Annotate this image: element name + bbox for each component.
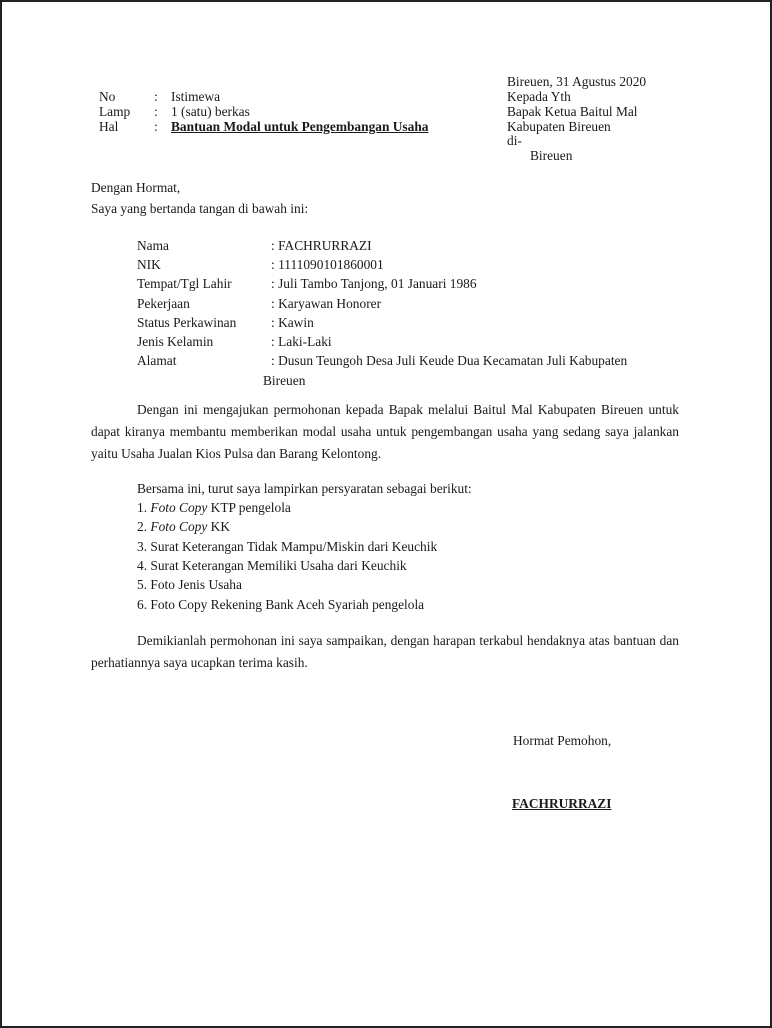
list-item (137, 558, 407, 574)
list-italic: Foto Copy (150, 500, 208, 515)
identity-value: : Karyawan Honorer (271, 296, 382, 311)
recipient-line: di- (507, 133, 522, 148)
meta-sep: : (154, 104, 158, 119)
list-number: 1. (137, 500, 148, 515)
meta-value: Istimewa (171, 89, 221, 104)
list-number: 6. (137, 597, 148, 612)
identity-label: Status Perkawinan (137, 315, 237, 330)
identity-label: Nama (137, 238, 169, 253)
list-text: Foto Jenis Usaha (150, 577, 242, 592)
list-item (137, 597, 424, 613)
place-date: Bireuen, 31 Agustus 2020 (507, 74, 647, 89)
identity-label: Tempat/Tgl Lahir (137, 276, 232, 291)
recipient-line: Bapak Ketua Baitul Mal (507, 104, 638, 119)
recipient-line: Kabupaten Bireuen (507, 119, 611, 134)
identity-label: Alamat (137, 353, 177, 368)
list-item (137, 519, 230, 535)
identity-label: Pekerjaan (137, 296, 190, 311)
signature-name: FACHRURRAZI (512, 796, 612, 811)
subject-value: Bantuan Modal untuk Pengembangan Usaha (171, 119, 429, 134)
list-text: Surat Keterangan Memiliki Usaha dari Keuchik (150, 558, 407, 573)
request-text: Dengan ini mengajukan permohonan kepada Bapak melalui Baitul Mal Kabupaten Bireuen untuk dapat kiranya membantu memberikan modal usaha untuk pengembangan usaha yang sedang saya jalankan yaitu Usaha Jualan Kios Pulsa dan Barang Kelontong. (91, 402, 679, 461)
identity-value: : Kawin (271, 315, 314, 330)
recipient-line: Bireuen (530, 148, 573, 163)
list-italic: Foto Copy (150, 519, 208, 534)
list-item (137, 577, 242, 593)
list-number: 3. (137, 539, 148, 554)
identity-value: : Juli Tambo Tanjong, 01 Januari 1986 (271, 276, 477, 291)
signature-salutation: Hormat Pemohon, (513, 733, 612, 748)
list-item (137, 500, 291, 516)
identity-value: : 1111090101860001 (271, 257, 384, 272)
meta-label: Hal (99, 119, 119, 134)
list-text: KTP pengelola (207, 500, 291, 515)
meta-label: No (99, 89, 116, 104)
intro-text: Saya yang bertanda tangan di bawah ini: (91, 201, 309, 216)
closing-text: Demikianlah permohonan ini saya sampaikan, dengan harapan terkabul hendaknya atas bantuan dan perhatiannya saya ucapkan terima kasih. (91, 633, 679, 670)
identity-value: : Laki-Laki (271, 334, 332, 349)
meta-label: Lamp (99, 104, 131, 119)
list-text: KK (207, 519, 231, 534)
identity-label: NIK (137, 257, 161, 272)
list-number: 5. (137, 577, 148, 592)
request-paragraph (91, 399, 679, 465)
list-text: Foto Copy Rekening Bank Aceh Syariah pengelola (150, 597, 425, 612)
list-number: 2. (137, 519, 148, 534)
list-item (137, 539, 437, 555)
address-continuation: Bireuen (263, 373, 306, 388)
attachments-intro: Bersama ini, turut saya lampirkan persyaratan sebagai berikut: (137, 481, 472, 496)
greeting: Dengan Hormat, (91, 180, 181, 195)
list-number: 4. (137, 558, 148, 573)
identity-label: Jenis Kelamin (137, 334, 214, 349)
list-text: Surat Keterangan Tidak Mampu/Miskin dari Keuchik (150, 539, 438, 554)
meta-sep: : (154, 89, 158, 104)
meta-sep: : (154, 119, 158, 134)
meta-value: 1 (satu) berkas (171, 104, 250, 119)
recipient-line: Kepada Yth (507, 89, 571, 104)
identity-value: : Dusun Teungoh Desa Juli Keude Dua Kecamatan Juli Kabupaten (271, 353, 628, 368)
identity-value: : FACHRURRAZI (271, 238, 372, 253)
closing-paragraph (91, 630, 679, 674)
